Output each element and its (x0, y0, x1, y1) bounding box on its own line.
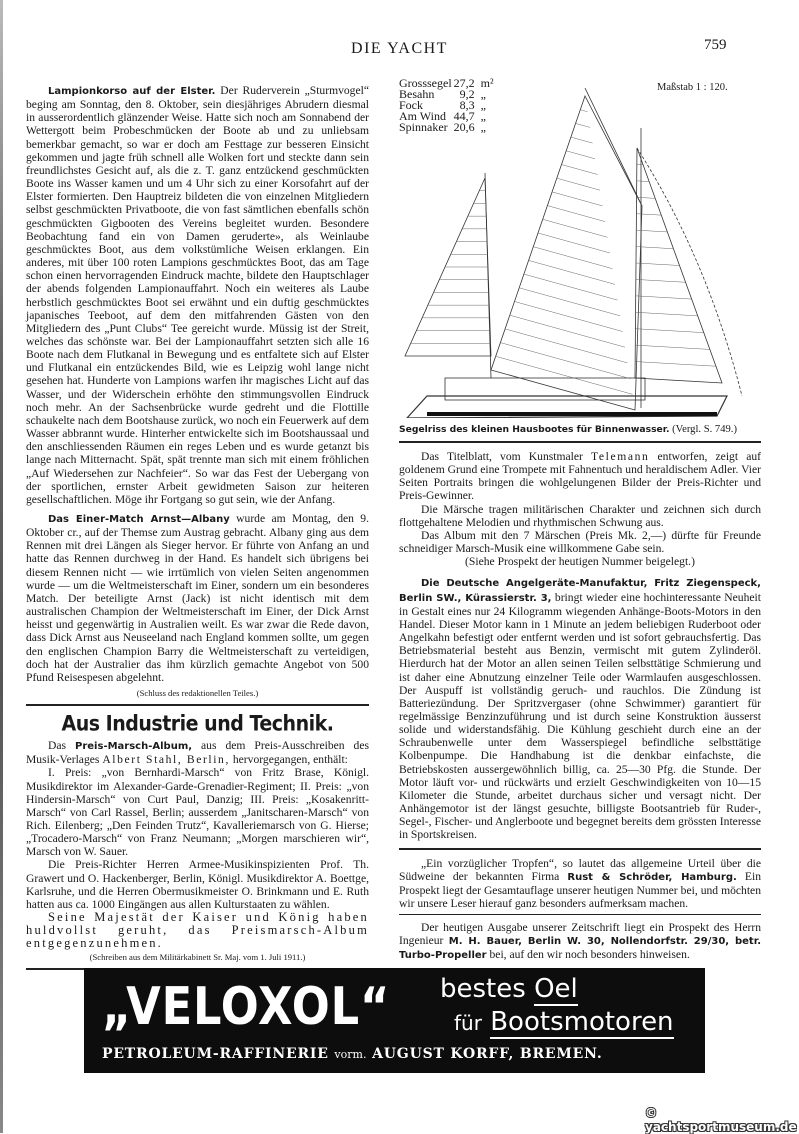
sail-seam (571, 137, 593, 143)
article-lead: Die Deutsche Angelgeräte-Manufaktur, Fritz Ziegenspeck, Berlin SW., Kürassierstr. 3, (399, 578, 761, 603)
sail-seam (637, 181, 649, 182)
text: bei, auf den wir noch besonders hinweisen. (490, 948, 690, 961)
sail-seam (635, 362, 716, 367)
page-number: 759 (704, 37, 727, 54)
article-lead: Lampionkorso auf der Elster. (48, 86, 215, 97)
text: Der heutigen Ausgabe unserer Zeitschrift liegt ein Prospekt des Herrn Ingenieur (399, 921, 761, 947)
caption-reference: (Vergl. S. 749.) (672, 424, 737, 435)
section-divider (26, 704, 369, 706)
kaiser-note: (Schreiben aus dem Militärkabinett Sr. Maj. vom 1. Juli 1911.) (26, 952, 369, 962)
text: PETROLEUM-RAFFINERIE (102, 1046, 329, 1062)
sail-seam (524, 274, 618, 300)
sail-unit: „ (481, 111, 496, 122)
article-angelgeraete (399, 576, 761, 841)
sail-unit: m² (481, 78, 496, 89)
right-column (399, 78, 761, 963)
sail-seam (515, 302, 623, 332)
sail-seam (505, 329, 627, 363)
sail-seam (580, 110, 587, 112)
scale-label: Maßstab 1 : 120. (657, 82, 728, 93)
ad-brand: „VELOXOL“ (102, 974, 390, 1040)
prize-list: I. Preis: „von Bernhardi-Marsch“ von Fritz Brase, Königl. Musikdirektor im Alexander-Garde-Grenadier-Regiment; II. Preis: „von Hindersin-Marsch“ von Curt Paul, Danzig; III. Preis: „Kosakenritt-Marsch“ von Carl Rassel, Berlin; ausserdem „Janitscharen-Marsch“ von Rich. Eilenberg; „Den Feinden Trutz“, Kavalleriemarsch von G. Hierse; „Trocadero-Marsch“ von Franz Neumann; „Morgen marschieren wir“, Marsch von W. Sauer. (26, 766, 369, 858)
titelblatt-p4: (Siehe Prospekt der heutigen Nummer beigelegt.) (399, 555, 761, 568)
text: entworfen, zeigt auf goldenem Grund eine Trompete mit Fahnentuch und heraldischem Adler. Vier Seiten Portraits bringen die wohlgelungenen Bilder der Preis-Richter und Preis-Gewinner. (399, 450, 761, 502)
text: aus dem Preis-Ausschreiben des Musik-Verlages (26, 739, 369, 766)
sail-seam (510, 315, 625, 347)
scan-edge (0, 0, 3, 1133)
section-heading: Aus Industrie und Technik. (26, 712, 369, 737)
text: für (454, 1011, 482, 1035)
sail-name: Spinnaker (399, 122, 454, 133)
sail-seam (547, 206, 605, 222)
sail-seam (636, 312, 698, 316)
sail-area: 27,2 (454, 78, 481, 89)
sail-seam (533, 247, 612, 269)
sail-seam (576, 123, 590, 127)
kaiser-paragraph: Seine Majestät der Kaiser und König haben huldvollst geruht, das Preismarsch-Album entgegenzunehmen. (26, 911, 369, 950)
article-rust-schroeder (399, 857, 761, 911)
section-divider (399, 914, 761, 915)
text: „Ein vorzüglicher Tropfen“, so lautet das allgemeine Urteil über die Südweine der bekannten Firma (399, 857, 761, 883)
sail-seam (557, 178, 600, 190)
sail-unit: „ (481, 100, 496, 111)
sail-area: 20,6 (454, 122, 481, 133)
sail-unit: „ (481, 122, 496, 133)
running-title: DIE YACHT (0, 40, 799, 58)
article-einer-match (26, 512, 369, 684)
sail-seam (496, 356, 633, 394)
text: Oel (534, 974, 578, 1006)
judges-paragraph: Die Preis-Richter Herren Armee-Musikinspizienten Prof. Th. Grawert und O. Hackenberger, Berlin, Königl. Musikdirektor A. Boettge, Karlsruhe, und die Herren Obermusikmeister O. Brinkmann und E. Ruth hatten aus ca. 1000 Eingängen aus allen Kulturstaaten zu wählen. (26, 858, 369, 911)
article-body: wurde am Montag, den 9. Oktober cr., auf der Themse zum Austrag gebracht. Albany ging aus dem Rennen mit drei Längen als Sieger hervor. Er führte von Anfang an und hatte das Rennen durchweg in der Hand. Es handelt sich übrigens bei diesem Rennen nicht — wie irrtümlich von vielen Seiten angenommen wurde — um die Weltmeisterschaft im Einer, sondern um ein besonderes Match. Der beteiligte Arnst (Jack) ist nicht identisch mit dem australischen Champion der Weltmeisterschaft im Einer, der Dick Arnst heisst und gegenwärtig in Australien weilt. Es war zwar die Rede davon, dass Dick Arnst aus Neuseeland nach England kommen sollte, um gegen den englischen Champion Barry die Weltmeisterschaft zu verteidigen, doch hat der Australier das ihm kürzlich gemachte Angebot von 500 Pfund Reisespesen abgelehnt. (26, 512, 369, 684)
figure-caption (399, 424, 761, 435)
section-divider (399, 848, 761, 850)
album-title: Preis-Marsch-Album, (75, 741, 192, 752)
sail-seam (552, 192, 602, 206)
sail-row (399, 122, 496, 133)
sail-seam (636, 247, 673, 249)
editorial-end-note: (Schluss des redaktionellen Teiles.) (26, 688, 369, 698)
text: AUGUST KORFF, BREMEN. (372, 1046, 602, 1062)
titelblatt-p2: Die Märsche tragen militärischen Charakter und zeichnen sich durch flottgehaltene Melodien und rhythmischen Schwung aus. (399, 503, 761, 529)
sail-area-table (399, 78, 496, 133)
sail-seam (500, 343, 630, 379)
sail-name: Am Wind (399, 111, 454, 122)
sail-seam (636, 263, 680, 266)
sail-seams (411, 110, 716, 395)
article-preis-marsch (26, 739, 369, 766)
text: bestes (440, 974, 526, 1004)
sail-name: Grosssegel (399, 78, 454, 89)
main-sail (491, 96, 642, 410)
sail-plan-figure (399, 78, 761, 418)
titelblatt-p1 (399, 450, 761, 503)
caption-title: Segelriss des kleinen Hausbootes für Binnenwasser. (399, 424, 669, 435)
sail-seam (529, 260, 615, 284)
sail-seam (519, 288, 620, 316)
ad-tagline-1 (440, 974, 578, 1004)
spinnaker-outline (637, 148, 742, 396)
sail-area: 9,2 (454, 89, 481, 100)
article-body: Der Ruderverein „Sturmvogel“ beging am Sonntag, den 8. Oktober, sein diesjähriges Abrudern diesmal in ausserordentlich glänzender Weise. Hatte sich noch am Sonnabend der Wettergott beim Probeschmücken der Boote ab und zu unliebsam bemerkbar gemacht, so war er doch am Festtage zur besseren Einsicht gekommen und jagte früh schnell alle Wolken fort und steckte dann sein freundlichstes Gesicht auf, als die z. T. ganz entzückend geschmückten Boote ins Wasser kamen und um 4 Uhr sich zu einer Korsofahrt auf der Elster formierten. Den Hauptreiz bildeten die von einzelnen Mitgliedern selbst geschmückten Privatboote, die von fast sämtlichen ebenfalls schön geschmückten Gigbooten des Vereins begleitet wurden. Besondere Beobachtung fand ein von Damen geruderte», als Weinlaube geschmücktes Boot, aus dem volkstümliche Weisen erklangen. Ein anderes, mit über 100 roten Lampions geschmücktes Boot, das am Tage schon einen hervorragenden Eindruck machte, bildete den Hauptschlager der abends folgenden Lampionauffahrt. Noch ein weiteres als Laube herbstlich geschmücktes Boot sei erwähnt und ein duftig geschmücktes japanisches Teeboot, auf dem den mitfahrenden Gästen von den Mitgliedern des „Punt Clubs“ Tee gereicht wurde. Müssig ist der Streit, welches das schönste war. Bei der Lampionauffahrt setzten sich alle 16 Boote nach dem Flutkanal in Bewegung und es entfaltete sich auf Elster und Flutkanal ein entzückendes Bild, wie es Leipzig wohl lange nicht gesehen hat. Hunderte von Lampions warfen ihr magisches Licht auf das Wasser, und der Widerschein erhöhte den stimmungsvollen Eindruck noch mehr. An der Sachsenbrücke wurde gedreht und die Flottille schaukelte nach dem Bootshause zurück, wo noch ein Feuerwerk auf dem Wasser abbrannt wurde. Hinterher entwickelte sich im Bootshaussaal und den anschliessenden Räumen ein reges Leben und es wurde getanzt bis lange nach Mitternacht. Spät, spät trennte man sich mit einem fröhlichen „Auf Wiedersehen zur Nachfeier“. So war das Fest der Uebergang von der sportlichen, ernster Arbeit gewidmeten Saison zur heiteren gesellschaftlichen. Möge ihr Fortgang so gut sein, wie der Anfang. (26, 84, 369, 506)
sail-seam (637, 197, 656, 198)
copyright-watermark: © yachtsportmuseum.de (645, 1106, 799, 1134)
text: Ein Prospekt liegt der Gesamtauflage unserer heutigen Nummer bei, und möchten wir unsere Leser hierauf ganz besonders aufmerksam machen. (399, 870, 761, 910)
sail-seam (538, 233, 610, 253)
sail-area: 44,7 (454, 111, 481, 122)
sail-seam (566, 151, 595, 159)
publisher-name: Albert Stahl, Berlin, (102, 753, 230, 766)
sail-seam (562, 165, 598, 175)
sail-unit: „ (481, 89, 496, 100)
left-column (26, 84, 369, 977)
sail-seam (635, 329, 703, 333)
section-divider (399, 441, 761, 443)
sail-seam (636, 214, 661, 215)
ad-company-line (102, 1046, 603, 1062)
company-name: M. H. Bauer, Berlin W. 30, Nollendorfstr. 29/30, betr. Turbo-Propeller (399, 936, 761, 961)
sail-name: Fock (399, 100, 454, 111)
text: hervorgegangen, enthält: (233, 753, 348, 766)
text: vorm. (334, 1048, 366, 1061)
text: Das (48, 739, 66, 752)
sail-area: 8,3 (454, 100, 481, 111)
company-name: Rust & Schröder, Hamburg. (567, 872, 736, 883)
article-lampionkorso (26, 84, 369, 506)
veloxol-advertisement (84, 968, 705, 1073)
article-bauer (399, 921, 761, 962)
sail-seam (635, 345, 710, 349)
article-body: bringt wieder eine hochinteressante Neuheit in Gestalt eines nur 24 Kilogramm wiegenden Anhänge-Boots-Motors in den Handel. Dieser Motor kann in 1 Minute an jedem beliebigen Ruderboot oder Angelkahn befestigt oder entfernt werden und ist sofort gebrauchsfertig. Das Betriebsmaterial besteht aus Benzin, vermischt mit gutem Zylinderöl. Hierdurch hat der Motor an allen seinen Teilen selbsttätige Schmierung und ist daher eine Abnutzung einzelner Teile oder Warmlaufen ausgeschlossen. Der Auspuff ist vollständig geruch- und rauchlos. Die Zündung ist Batteriezündung. Der Spritzvergaser (ohne Schwimmer) garantiert für regelmässige Benzinzuführung und ist durch seine Konstruktion äusserst solide und widerstandsfähig. Die Kühlung geschieht durch eine an der Schraubenwelle unter dem Wasserspiegel befindliche selbsttätige Kolbenpumpe. Die Handhabung ist die denkbar einfachste, die Betriebskosten aussergewöhnlich billig, ca. 25—30 Pfg. die Stunde. Der Motor läuft vor- und rückwärts und erzielt Geschwindigkeiten von 10—15 Kilometer die Stunde, arbeitet durchaus sicher und versagt nicht. Der Anhängemotor ist der längst gesuchte, billigste Bootsantrieb für Ruder-, Segel-, Fischer- und Anglerboote und begegnet bereits dem grössten Interesse in Sportskreisen. (399, 591, 761, 842)
text: Bootsmotoren (490, 1007, 673, 1039)
ad-tagline-2 (454, 1006, 674, 1039)
text: Das Titelblatt, vom Kunstmaler (421, 450, 583, 463)
titelblatt-p3: Das Album mit den 7 Märschen (Preis Mk. 2,—) dürfte für Freunde schneidiger Marsch-Musik eine willkommene Gabe sein. (399, 529, 761, 555)
sail-name: Besahn (399, 89, 454, 100)
sail-seam (636, 296, 692, 299)
article-lead: Das Einer-Match Arnst—Albany (48, 514, 230, 525)
artist-name: Telemann (591, 450, 649, 463)
sail-seam (543, 219, 608, 237)
sail-seam (636, 279, 686, 282)
